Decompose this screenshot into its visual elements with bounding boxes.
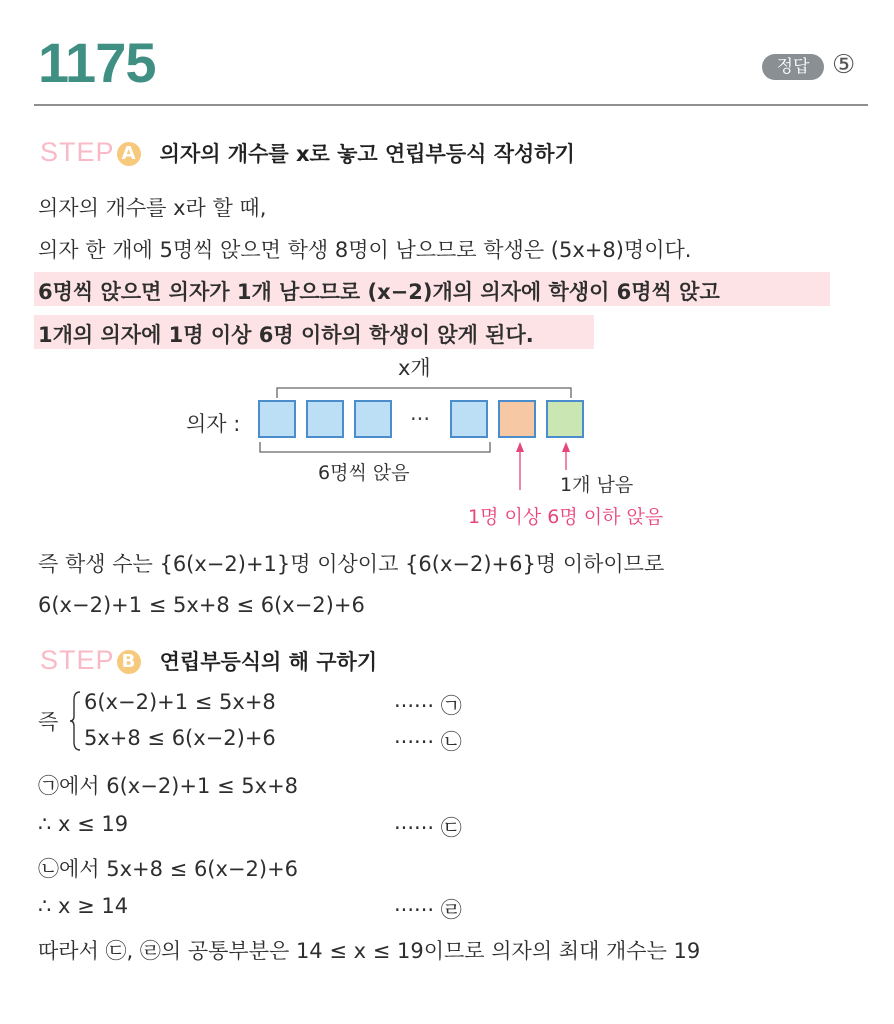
step-b-tag: STEP	[40, 645, 115, 675]
diagram-one-left-label: 1개 남음	[560, 474, 634, 496]
chair-box	[258, 400, 296, 438]
chair-box-empty	[546, 400, 584, 438]
diagram-dots: ···	[410, 407, 431, 431]
step-a-badge: A	[117, 142, 141, 166]
solution-line-4-tag: ······ ㉣	[394, 898, 462, 922]
diagram-row-label: 의자 :	[186, 412, 241, 436]
step-a-line-1: 의자의 개수를 x라 할 때,	[38, 196, 267, 220]
system-eq-2: 5x+8 ≤ 6(x−2)+6	[84, 726, 276, 750]
summary-line-1: 즉 학생 수는 {6(x−2)+1}명 이상이고 {6(x−2)+6}명 이하이므로	[38, 552, 665, 576]
step-a-line-2: 의자 한 개에 5명씩 앉으면 학생 8명이 남으므로 학생은 (5x+8)명이다.	[38, 238, 692, 262]
chair-box-partial	[498, 400, 536, 438]
solution-line-2: ∴ x ≤ 19	[38, 812, 129, 836]
system-eq-2-tag: ······ ㉡	[394, 730, 462, 754]
chair-box	[450, 400, 488, 438]
solution-line-4: ∴ x ≥ 14	[38, 894, 129, 918]
system-eq-1-tag: ······ ㉠	[394, 694, 462, 718]
solution-line-2-tag: ······ ㉢	[394, 816, 462, 840]
diagram-pink-label: 1명 이상 6명 이하 앉음	[468, 506, 664, 528]
system-brace	[70, 690, 82, 752]
diagram-bottom-label: 6명씩 앉음	[318, 462, 410, 484]
summary-line-2: 6(x−2)+1 ≤ 5x+8 ≤ 6(x−2)+6	[38, 593, 365, 617]
solution-line-1: ㉠에서 6(x−2)+1 ≤ 5x+8	[38, 774, 299, 798]
solution-line-3: ㉡에서 5x+8 ≤ 6(x−2)+6	[38, 857, 299, 881]
chair-box	[306, 400, 344, 438]
step-a-line-3: 6명씩 앉으면 의자가 1개 남으므로 (x−2)개의 의자에 학생이 6명씩 앉고	[38, 280, 720, 304]
system-prefix: 즉	[38, 710, 59, 734]
diagram-top-label: x개	[398, 356, 431, 380]
problem-number: 1175	[38, 31, 156, 94]
step-a-tag: STEP	[40, 137, 115, 167]
chair-box	[354, 400, 392, 438]
solution-line-5: 따라서 ㉢, ㉣의 공통부분은 14 ≤ x ≤ 19이므로 의자의 최대 개수는 19	[38, 939, 701, 963]
step-b-heading	[40, 645, 377, 676]
step-b-title: 연립부등식의 해 구하기	[159, 650, 378, 674]
step-a-title: 의자의 개수를 x로 놓고 연립부등식 작성하기	[159, 142, 575, 166]
system-eq-1: 6(x−2)+1 ≤ 5x+8	[84, 690, 276, 714]
answer-badge: 정답	[762, 54, 824, 80]
step-b-badge: B	[117, 650, 141, 674]
answer-value: ⑤	[832, 50, 856, 80]
step-a-line-4: 1개의 의자에 1명 이상 6명 이하의 학생이 앉게 된다.	[38, 323, 534, 347]
